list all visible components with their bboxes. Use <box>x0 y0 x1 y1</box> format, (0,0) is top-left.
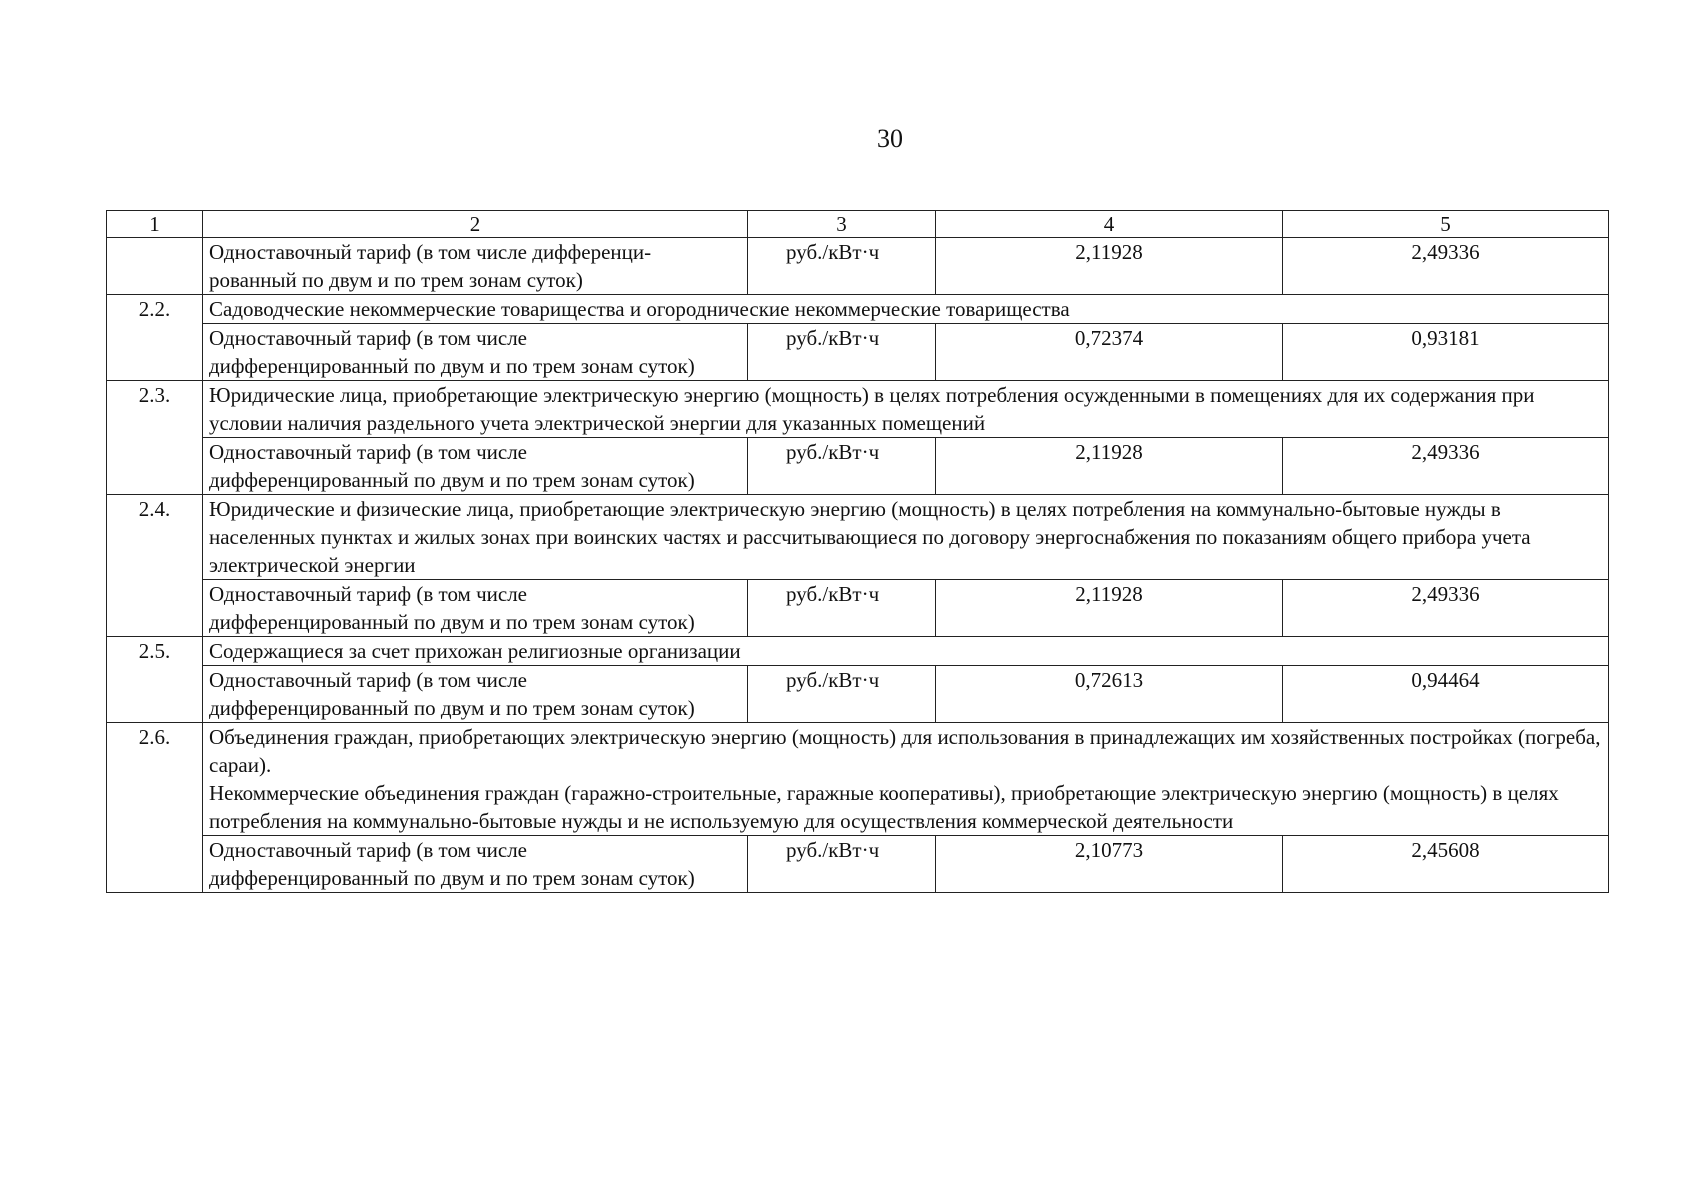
value-col-4: 0,72613 <box>936 666 1283 723</box>
group-title: Юридические и физические лица, приобретающие электрическую энергию (мощность) в целях потребления на коммунально-бытовые нужды в населенных пунктах и жилых зонах при воинских частях и рассчитывающиеся по договору энергоснабжения по показаниям общего прибора учета электрической энергии <box>203 495 1609 580</box>
value-col-5: 2,49336 <box>1283 238 1609 295</box>
value-col-5: 2,45608 <box>1283 836 1609 893</box>
group-title-row <box>107 495 1609 580</box>
table-row <box>107 238 1609 295</box>
group-title-row <box>107 381 1609 438</box>
value-col-4: 0,72374 <box>936 324 1283 381</box>
table-row <box>107 580 1609 637</box>
value-col-5: 2,49336 <box>1283 438 1609 495</box>
tariff-name: Одноставочный тариф (в том числе дифференцированный по двум и по трем зонам суток) <box>203 836 748 893</box>
value-col-5: 0,93181 <box>1283 324 1609 381</box>
group-title-row <box>107 723 1609 836</box>
value-col-4: 2,11928 <box>936 238 1283 295</box>
group-number: 2.5. <box>107 637 203 723</box>
group-title-part-1: Объединения граждан, приобретающих электрическую энергию (мощность) для использования в принадлежащих им хозяйственных постройках (погреба, сараи). <box>209 725 1601 777</box>
group-title: Садоводческие некоммерческие товарищества и огороднические некоммерческие товарищества <box>203 295 1609 324</box>
value-col-4: 2,10773 <box>936 836 1283 893</box>
page-number: 30 <box>877 124 903 153</box>
unit: руб./кВт·ч <box>748 580 936 637</box>
header-col-4: 4 <box>936 211 1283 238</box>
value-col-4: 2,11928 <box>936 580 1283 637</box>
unit: руб./кВт·ч <box>748 238 936 295</box>
table-row <box>107 836 1609 893</box>
value-col-4: 2,11928 <box>936 438 1283 495</box>
table-row <box>107 324 1609 381</box>
table-row <box>107 438 1609 495</box>
group-title-row <box>107 637 1609 666</box>
table-row <box>107 666 1609 723</box>
header-col-1: 1 <box>107 211 203 238</box>
unit: руб./кВт·ч <box>748 836 936 893</box>
unit: руб./кВт·ч <box>748 666 936 723</box>
tariff-name: Одноставочный тариф (в том числе дифференци-рованный по двум и по трем зонам суток) <box>203 238 748 295</box>
unit: руб./кВт·ч <box>748 324 936 381</box>
group-title: Содержащиеся за счет прихожан религиозные организации <box>203 637 1609 666</box>
tariff-name: Одноставочный тариф (в том числе дифференцированный по двум и по трем зонам суток) <box>203 580 748 637</box>
header-col-2: 2 <box>203 211 748 238</box>
tariff-name: Одноставочный тариф (в том числе дифференцированный по двум и по трем зонам суток) <box>203 666 748 723</box>
group-number: 2.3. <box>107 381 203 495</box>
unit: руб./кВт·ч <box>748 438 936 495</box>
group-number: 2.2. <box>107 295 203 381</box>
tariff-name: Одноставочный тариф (в том числе дифференцированный по двум и по трем зонам суток) <box>203 324 748 381</box>
header-row <box>107 211 1609 238</box>
group-title-row <box>107 295 1609 324</box>
tariff-name: Одноставочный тариф (в том числе дифференцированный по двум и по трем зонам суток) <box>203 438 748 495</box>
group-title: Юридические лица, приобретающие электрическую энергию (мощность) в целях потребления осужденными в помещениях для их содержания при условии наличия раздельного учета электрической энергии для указанных помещений <box>203 381 1609 438</box>
header-col-3: 3 <box>748 211 936 238</box>
tariff-table <box>106 210 1609 893</box>
group-number: 2.6. <box>107 723 203 893</box>
group-title <box>203 723 1609 836</box>
row-number <box>107 238 203 295</box>
value-col-5: 0,94464 <box>1283 666 1609 723</box>
group-number: 2.4. <box>107 495 203 637</box>
group-title-part-2: Некоммерческие объединения граждан (гаражно-строительные, гаражные кооперативы), приобретающие электрическую энергию (мощность) в целях потребления на коммунально-бытовые нужды и не используемую для осуществления коммерческой деятельности <box>209 781 1559 833</box>
value-col-5: 2,49336 <box>1283 580 1609 637</box>
header-col-5: 5 <box>1283 211 1609 238</box>
